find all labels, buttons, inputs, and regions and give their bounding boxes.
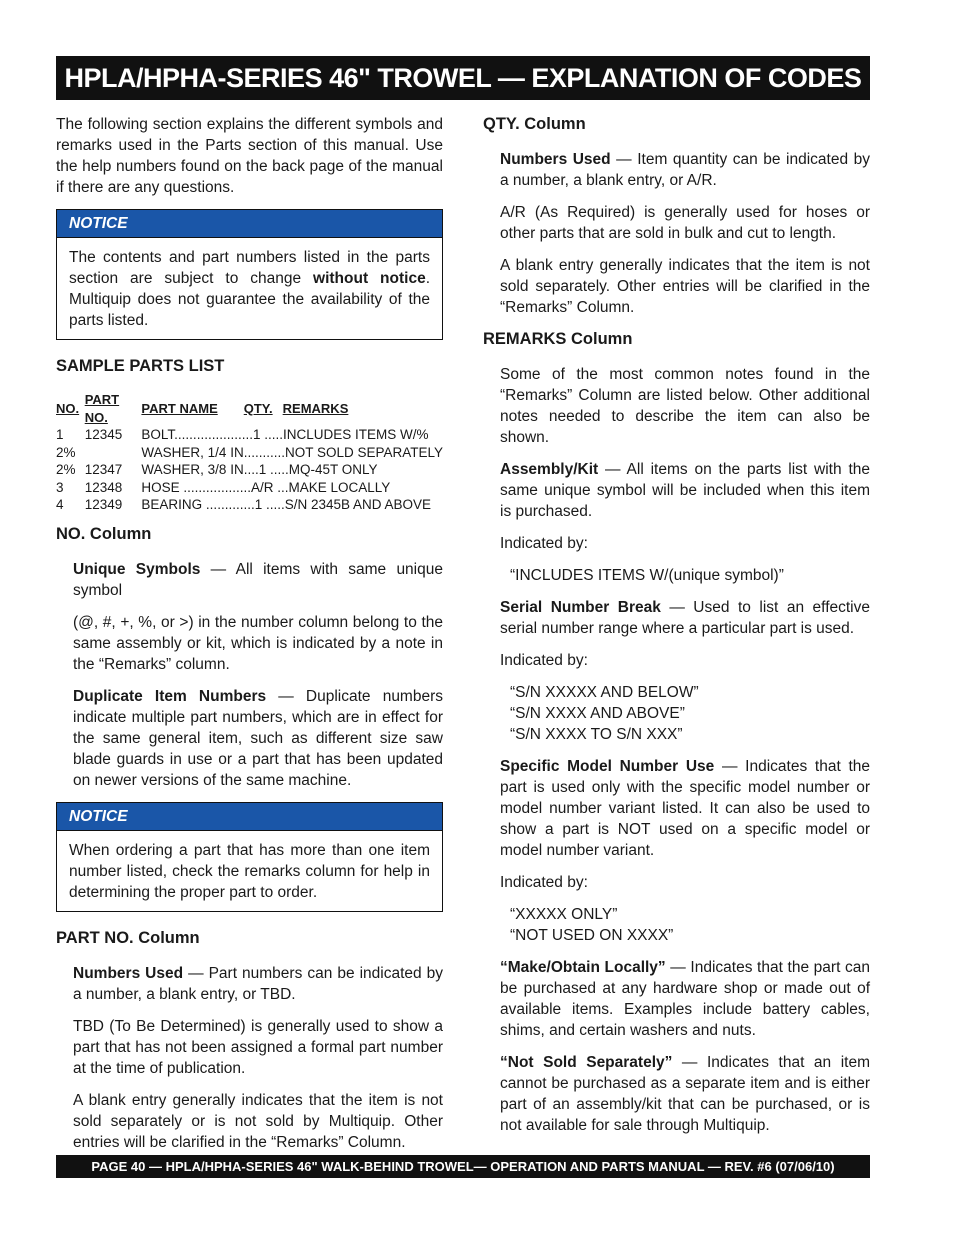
- table-cell: 2%: [56, 462, 76, 477]
- table-cell: BOLT.....................1 .....INCLUDES ITEMS W/%: [141, 427, 429, 442]
- table-row: [56, 461, 443, 479]
- part-no-column-heading: PART NO. Column: [56, 928, 200, 947]
- serial-quote: “S/N XXXX TO S/N XXX”: [510, 726, 683, 743]
- table-cell: 12345: [84, 427, 123, 442]
- qty-blank-entry-paragraph: A blank entry generally indicates that the item is not sold separately. Other entries will be clarified in the “Remarks” Column.: [500, 257, 870, 316]
- unique-symbols-paragraph: Unique Symbols — All items with same unique symbol: [73, 560, 443, 599]
- ar-paragraph: A/R (As Required) is generally used for hoses or other parts that are sold in bulk and cut to length.: [500, 204, 870, 242]
- notice-box-1: [56, 209, 443, 340]
- indicated-by-label: Indicated by:: [500, 535, 588, 552]
- remarks-column-heading: REMARKS Column: [483, 330, 633, 348]
- duplicate-numbers-paragraph: Duplicate Item Numbers — Duplicate numbers indicate multiple part numbers, which are in effect for the same general item, such as different size saw blade guards in use or a part that has been updated on newer versions of the same machine.: [73, 687, 443, 789]
- serial-quote: “S/N XXXX AND ABOVE”: [510, 705, 685, 722]
- model-quote: “NOT USED ON XXXX”: [510, 927, 674, 944]
- indicated-by-label: Indicated by:: [500, 652, 588, 669]
- assembly-quote: “INCLUDES ITEMS W/(unique symbol)”: [510, 567, 784, 584]
- part-numbers-used-paragraph: Numbers Used — Part numbers can be indicated by a number, a blank entry, or TBD.: [73, 964, 443, 1003]
- model-quote: “XXXXX ONLY”: [510, 906, 618, 923]
- no-column-heading: NO. Column: [56, 524, 152, 543]
- remarks-intro-paragraph: Some of the most common notes found in the “Remarks” Column are listed below. Other additional notes needed to describe the item can also be shown.: [500, 366, 870, 446]
- sample-parts-table: [56, 391, 443, 514]
- qty-column-heading: QTY. Column: [483, 115, 586, 133]
- page-title-bar: [56, 56, 870, 100]
- part-blank-entry-paragraph: A blank entry generally indicates that the item is not sold separately or is not sold by Multiquip. Other entries will be clarified in the “Remarks” Column.: [73, 1091, 443, 1151]
- col-header: PART NO.: [84, 392, 120, 425]
- notice-text: When ordering a part that has more than one item number listed, check the remarks column for help in determining the proper part to order.: [69, 841, 430, 901]
- not-sold-separately-paragraph: “Not Sold Separately” — Indicates that an item cannot be purchased as a separate item and is either part of an assembly/kit that can be purchased, or is not available for sale through Multiquip.: [500, 1054, 870, 1134]
- left-column: [56, 114, 443, 1164]
- intro-paragraph: The following section explains the different symbols and remarks used in the Parts section of this manual. Use the help numbers found on the back page of the manual if there are any questions.: [56, 116, 443, 196]
- table-cell: 12347: [84, 462, 123, 477]
- symbols-paragraph: (@, #, +, %, or >) in the number column belong to the same assembly or kit, which is indicated by a note in the “Remarks” column.: [73, 613, 443, 673]
- serial-break-paragraph: Serial Number Break — Used to list an effective serial number range where a particular part is used.: [500, 599, 870, 637]
- notice-label: NOTICE: [57, 803, 442, 831]
- page-footer-bar: [56, 1155, 870, 1178]
- indicated-by-label: Indicated by:: [500, 874, 588, 891]
- notice-text: The contents and part numbers listed in the parts section are subject to change without notice. Multiquip does not guarantee the availability of the parts listed.: [69, 249, 431, 329]
- table-cell: WASHER, 1/4 IN...........NOT SOLD SEPARATELY: [141, 444, 443, 460]
- sample-parts-heading: SAMPLE PARTS LIST: [56, 357, 225, 375]
- tbd-paragraph: TBD (To Be Determined) is generally used to show a part that has not been assigned a formal part number at the time of publication.: [73, 1017, 443, 1077]
- specific-model-paragraph: Specific Model Number Use — Indicates that the part is used only with the specific model number or model number variant listed. It can also be used to show a part is NOT used on a specific model or model number variant.: [500, 758, 870, 859]
- page-title: HPLA/HPHA-SERIES 46" TROWEL — EXPLANATION OF CODES: [64, 63, 862, 93]
- table-cell: 12348: [84, 479, 123, 495]
- table-cell: WASHER, 3/8 IN....1 .....MQ-45T ONLY: [141, 462, 378, 477]
- table-cell: [85, 444, 142, 462]
- table-cell: HOSE ..................A/R ...MAKE LOCALLY: [141, 479, 391, 495]
- table-row: [56, 479, 443, 497]
- right-column: [483, 114, 870, 1147]
- qty-numbers-used-paragraph: Numbers Used — Item quantity can be indicated by a number, a blank entry, or A/R.: [500, 151, 870, 189]
- page-footer: PAGE 40 — HPLA/HPHA-SERIES 46" WALK-BEHIND TROWEL— OPERATION AND PARTS MANUAL — REV. #6 (07/06/10): [91, 1159, 835, 1174]
- table-row: [56, 426, 443, 444]
- assembly-kit-paragraph: Assembly/Kit — All items on the parts list with the same unique symbol will be included when this item is purchased.: [500, 461, 870, 520]
- notice-label: NOTICE: [57, 210, 442, 238]
- col-header: PART NAME QTY. REMARKS: [141, 400, 349, 416]
- table-row: [56, 496, 443, 514]
- col-header: NO.: [56, 400, 80, 416]
- table-cell: 12349: [84, 497, 123, 512]
- table-cell: 3: [56, 479, 64, 495]
- serial-quote: “S/N XXXXX AND BELOW”: [510, 684, 699, 701]
- table-cell: 4: [56, 497, 64, 512]
- table-row: [56, 444, 443, 462]
- make-locally-paragraph: “Make/Obtain Locally” — Indicates that the part can be purchased at any hardware shop or made out of available items. Examples include battery cables, shims, and certain washers and nuts.: [500, 959, 870, 1039]
- table-cell: 1: [56, 427, 64, 442]
- table-cell: 2%: [56, 444, 76, 460]
- table-cell: BEARING .............1 .....S/N 2345B AND ABOVE: [141, 497, 432, 512]
- notice-box-2: [56, 802, 443, 912]
